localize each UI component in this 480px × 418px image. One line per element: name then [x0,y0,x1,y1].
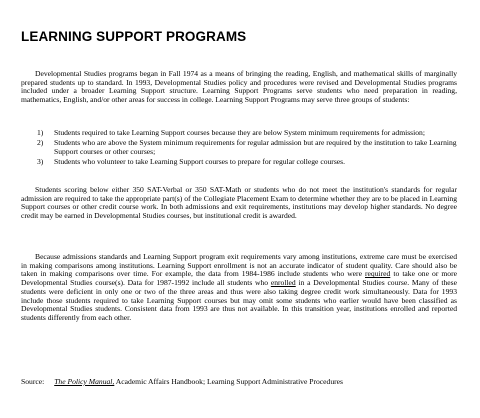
source-label: Source: [21,377,45,386]
comparison-paragraph [21,253,457,323]
placement-paragraph: Students scoring below either 350 SAT-Verbal or 350 SAT-Math or students who do not meet the institution's standards for regular admission are required to take the appropriate part(s) of the Collegiate Placement Exam to determine whether they are to be placed in Learning Support courses or other credit course work. In both admissions and exit requirements, institutions may develop higher standards. No degree credit may be earned in Developmental Studies courses, but institutional credit is awarded. [21,185,457,221]
list-item [37,129,457,138]
list-item [37,158,457,167]
page-title: LEARNING SUPPORT PROGRAMS [21,29,247,44]
comparison-text-3: in a Developmental Studies course. Many of these students were deficient in only one or two of the three areas and thus were also taking degree credit work simultaneously. Data for 1993 include those students required to take Learning Support courses but may omit some students who earlier would have been classified as Developmental Studies students. Consistent data from 1993 are thus not available. In this transition year, institutions enrolled and reported students differently from each other. [21,278,458,322]
list-item-number: 3) [37,157,44,167]
underlined-enrolled: enrolled [270,278,296,288]
list-item [37,139,457,156]
comparison-text-2: to take one or more Developmental Studies course(s). Data for 1987-1992 include all students who [21,269,457,288]
list-item-text: Students who are above the System minimum requirements for regular admission but are required by the institution to take Learning Support courses or other courses; [54,138,457,156]
intro-paragraph: Developmental Studies programs began in Fall 1974 as a means of bringing the reading, English, and mathematical skills of marginally prepared students up to standard. In 1993, Developmental Studies policy and procedures were revised and Developmental Studies programs included under a broader Learning Support structure. Learning Support Programs serve students who need preparation in reading, mathematics, English, and/or other areas for success in college. Learning Support Programs may serve three groups of students: [21,69,457,105]
list-item-text: Students who volunteer to take Learning Support courses to prepare for regular college courses. [54,157,346,167]
source-citation [21,377,343,386]
source-manual-title: The Policy Manual, [54,377,115,386]
list-item-number: 2) [37,138,44,148]
student-groups-list [37,129,457,168]
list-item-text: Students required to take Learning Support courses because they are below System minimum requirements for admission; [54,128,425,137]
list-item-number: 1) [37,128,44,137]
comparison-text-1: Because admissions standards and Learning Support program exit requirements vary among institutions, extreme care must be exercised in making comparisons among institutions. Learning Support enrollment is not an accurate indicator of student quality. Care should also be taken in making comparisons over time. For example, the data from 1984-1986 include students who were [21,252,457,279]
source-rest: Academic Affairs Handbook; Learning Support Administrative Procedures [114,377,343,386]
underlined-required: required [365,269,391,279]
